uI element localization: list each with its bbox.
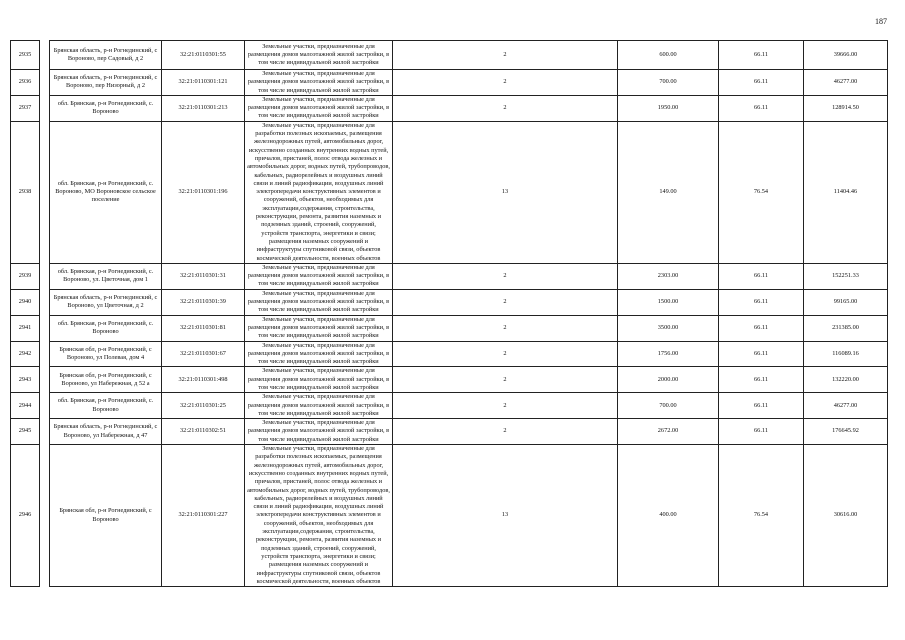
row-number-cell: 2937 bbox=[11, 95, 40, 121]
column-gap bbox=[40, 367, 50, 393]
row-number-cell: 2939 bbox=[11, 263, 40, 289]
group-cell: 2 bbox=[393, 315, 618, 341]
cadastral-number-cell: 32:21:0110301:31 bbox=[162, 263, 245, 289]
area-cell: 1756.00 bbox=[618, 341, 719, 367]
row-number-cell: 2943 bbox=[11, 367, 40, 393]
row-number-cell: 2945 bbox=[11, 419, 40, 445]
cadastral-number-cell: 32:21:0110301:81 bbox=[162, 315, 245, 341]
row-number-cell: 2935 bbox=[11, 41, 40, 70]
address-cell: обл. Брянская, р-н Рогнединский, с. Вороново bbox=[50, 315, 162, 341]
land-use-description-cell: Земельные участки, предназначенные для размещения домов малоэтажной жилой застройки, в том числе индивидуальной жилой застройки bbox=[245, 367, 393, 393]
specific-value-cell: 66.11 bbox=[719, 315, 804, 341]
address-cell: Брянская обл, р-н Рогнединский, с Вороново bbox=[50, 445, 162, 587]
area-cell: 2000.00 bbox=[618, 367, 719, 393]
address-cell: обл. Брянская, р-н Рогнединский, с. Вороново, МО Вороновское сельское поселение bbox=[50, 121, 162, 263]
cadastral-value-cell: 128914.50 bbox=[804, 95, 888, 121]
specific-value-cell: 66.11 bbox=[719, 95, 804, 121]
specific-value-cell: 66.11 bbox=[719, 41, 804, 70]
group-cell: 2 bbox=[393, 263, 618, 289]
column-gap bbox=[40, 445, 50, 587]
area-cell: 149.00 bbox=[618, 121, 719, 263]
column-gap bbox=[40, 393, 50, 419]
area-cell: 3500.00 bbox=[618, 315, 719, 341]
row-number-cell: 2936 bbox=[11, 70, 40, 96]
cadastral-value-cell: 11404.46 bbox=[804, 121, 888, 263]
area-cell: 1950.00 bbox=[618, 95, 719, 121]
column-gap bbox=[40, 315, 50, 341]
cadastral-number-cell: 32:21:0110301:213 bbox=[162, 95, 245, 121]
cadastral-value-cell: 152251.33 bbox=[804, 263, 888, 289]
page-number: 187 bbox=[875, 17, 887, 26]
group-cell: 2 bbox=[393, 419, 618, 445]
land-use-description-cell: Земельные участки, предназначенные для размещения домов малоэтажной жилой застройки, в том числе индивидуальной жилой застройки bbox=[245, 95, 393, 121]
cadastral-number-cell: 32:21:0110301:67 bbox=[162, 341, 245, 367]
cadastral-number-cell: 32:21:0110301:196 bbox=[162, 121, 245, 263]
specific-value-cell: 66.11 bbox=[719, 263, 804, 289]
cadastral-value-cell: 132220.00 bbox=[804, 367, 888, 393]
land-use-description-cell: Земельные участки, предназначенные для размещения домов малоэтажной жилой застройки, в том числе индивидуальной жилой застройки bbox=[245, 41, 393, 70]
table-row bbox=[11, 41, 888, 70]
address-cell: обл. Брянская, р-н Рогнединский, с. Вороново bbox=[50, 95, 162, 121]
specific-value-cell: 66.11 bbox=[719, 70, 804, 96]
area-cell: 700.00 bbox=[618, 393, 719, 419]
table-row bbox=[11, 367, 888, 393]
land-use-description-cell: Земельные участки, предназначенные для размещения домов малоэтажной жилой застройки, в том числе индивидуальной жилой застройки bbox=[245, 341, 393, 367]
area-cell: 2672.00 bbox=[618, 419, 719, 445]
address-cell: Брянская область, р-н Рогнединский, с Вороново, ул Цветочная, д 2 bbox=[50, 289, 162, 315]
cadastral-number-cell: 32:21:0110301:25 bbox=[162, 393, 245, 419]
address-cell: Брянская область, р-н Рогнединский, с Вороново, ул Набережная, д 47 bbox=[50, 419, 162, 445]
table-row bbox=[11, 445, 888, 587]
column-gap bbox=[40, 70, 50, 96]
group-cell: 2 bbox=[393, 289, 618, 315]
cadastral-number-cell: 32:21:0110301:227 bbox=[162, 445, 245, 587]
specific-value-cell: 76.54 bbox=[719, 445, 804, 587]
cadastral-number-cell: 32:21:0110301:55 bbox=[162, 41, 245, 70]
group-cell: 2 bbox=[393, 393, 618, 419]
cadastral-value-cell: 46277.00 bbox=[804, 70, 888, 96]
table-row bbox=[11, 419, 888, 445]
column-gap bbox=[40, 341, 50, 367]
land-use-description-cell: Земельные участки, предназначенные для размещения домов малоэтажной жилой застройки, в том числе индивидуальной жилой застройки bbox=[245, 263, 393, 289]
group-cell: 2 bbox=[393, 95, 618, 121]
area-cell: 2303.00 bbox=[618, 263, 719, 289]
group-cell: 2 bbox=[393, 367, 618, 393]
cadastral-value-cell: 116089.16 bbox=[804, 341, 888, 367]
column-gap bbox=[40, 289, 50, 315]
table-row bbox=[11, 315, 888, 341]
column-gap bbox=[40, 263, 50, 289]
column-gap bbox=[40, 419, 50, 445]
row-number-cell: 2938 bbox=[11, 121, 40, 263]
cadastral-value-cell: 46277.00 bbox=[804, 393, 888, 419]
cadastral-number-cell: 32:21:0110301:121 bbox=[162, 70, 245, 96]
cadastral-value-cell: 176645.92 bbox=[804, 419, 888, 445]
group-cell: 13 bbox=[393, 445, 618, 587]
cadastral-value-cell: 30616.00 bbox=[804, 445, 888, 587]
table-row bbox=[11, 95, 888, 121]
area-cell: 600.00 bbox=[618, 41, 719, 70]
table-row bbox=[11, 393, 888, 419]
address-cell: Брянская область, р-н Рогнединский, с Вороново, пер Низорный, д 2 bbox=[50, 70, 162, 96]
cadastral-value-table bbox=[10, 40, 888, 587]
specific-value-cell: 66.11 bbox=[719, 393, 804, 419]
address-cell: обл. Брянская, р-н Рогнединский, с. Вороново bbox=[50, 393, 162, 419]
land-use-description-cell: Земельные участки, предназначенные для разработки полезных ископаемых, размещения железнодорожных путей, автомобильных дорог, искусственно созданных внутренних водных путей, причалов, пристаней, полос отвода железных и автомобильных дорог, водных путей, трубопроводов, кабельных, радиорелейных и воздушных линий связи и линий радиофикации, воздушных линий электропередачи конструктивных элементов и сооружений, объектов, необходимых для эксплуатации,содержания, строительства, реконструкции, ремонта, развития наземных и подземных зданий, строений, сооружений, устройств транспорта, энергетики и связи; размещения наземных сооружений и инфраструктуры спутниковой связи, объектов космической деятельности, военных объектов bbox=[245, 445, 393, 587]
row-number-cell: 2946 bbox=[11, 445, 40, 587]
group-cell: 2 bbox=[393, 41, 618, 70]
cadastral-number-cell: 32:21:0110302:51 bbox=[162, 419, 245, 445]
specific-value-cell: 76.54 bbox=[719, 121, 804, 263]
table-row bbox=[11, 289, 888, 315]
row-number-cell: 2940 bbox=[11, 289, 40, 315]
land-use-description-cell: Земельные участки, предназначенные для размещения домов малоэтажной жилой застройки, в том числе индивидуальной жилой застройки bbox=[245, 393, 393, 419]
cadastral-number-cell: 32:21:0110301:39 bbox=[162, 289, 245, 315]
group-cell: 2 bbox=[393, 341, 618, 367]
row-number-cell: 2942 bbox=[11, 341, 40, 367]
land-use-description-cell: Земельные участки, предназначенные для разработки полезных ископаемых, размещения железнодорожных путей, автомобильных дорог, искусственно созданных внутренних водных путей, причалов, пристаней, полос отвода железных и автомобильных дорог, водных путей, трубопроводов, кабельных, радиорелейных и воздушных линий связи и линий радиофикации, воздушных линий электропередачи конструктивных элементов и сооружений, объектов, необходимых для эксплуатации,содержания, строительства, реконструкции, ремонта, развития наземных и подземных зданий, строений, сооружений, устройств транспорта, энергетики и связи; размещения наземных сооружений и инфраструктуры спутниковой связи, объектов космической деятельности, военных объектов bbox=[245, 121, 393, 263]
table-row bbox=[11, 341, 888, 367]
land-use-description-cell: Земельные участки, предназначенные для размещения домов малоэтажной жилой застройки, в том числе индивидуальной жилой застройки bbox=[245, 70, 393, 96]
column-gap bbox=[40, 121, 50, 263]
group-cell: 2 bbox=[393, 70, 618, 96]
area-cell: 1500.00 bbox=[618, 289, 719, 315]
specific-value-cell: 66.11 bbox=[719, 289, 804, 315]
specific-value-cell: 66.11 bbox=[719, 341, 804, 367]
cadastral-value-cell: 99165.00 bbox=[804, 289, 888, 315]
specific-value-cell: 66.11 bbox=[719, 367, 804, 393]
table-body bbox=[11, 41, 888, 587]
column-gap bbox=[40, 41, 50, 70]
table-row bbox=[11, 121, 888, 263]
land-use-description-cell: Земельные участки, предназначенные для размещения домов малоэтажной жилой застройки, в том числе индивидуальной жилой застройки bbox=[245, 419, 393, 445]
specific-value-cell: 66.11 bbox=[719, 419, 804, 445]
cadastral-number-cell: 32:21:0110301:498 bbox=[162, 367, 245, 393]
land-use-description-cell: Земельные участки, предназначенные для размещения домов малоэтажной жилой застройки, в том числе индивидуальной жилой застройки bbox=[245, 289, 393, 315]
address-cell: Брянская область, р-н Рогнединский, с Вороново, пер Садовый, д 2 bbox=[50, 41, 162, 70]
land-use-description-cell: Земельные участки, предназначенные для размещения домов малоэтажной жилой застройки, в том числе индивидуальной жилой застройки bbox=[245, 315, 393, 341]
address-cell: Брянская обл, р-н Рогнединский, с Вороново, ул Набережная, д 52 а bbox=[50, 367, 162, 393]
row-number-cell: 2944 bbox=[11, 393, 40, 419]
column-gap bbox=[40, 95, 50, 121]
row-number-cell: 2941 bbox=[11, 315, 40, 341]
table-row bbox=[11, 263, 888, 289]
area-cell: 400.00 bbox=[618, 445, 719, 587]
area-cell: 700.00 bbox=[618, 70, 719, 96]
table-row bbox=[11, 70, 888, 96]
address-cell: обл. Брянская, р-н Рогнединский, с. Вороново, ул. Цветочная, дом 1 bbox=[50, 263, 162, 289]
cadastral-value-cell: 231385.00 bbox=[804, 315, 888, 341]
address-cell: Брянская обл, р-н Рогнединский, с Вороново, ул Полевая, дом 4 bbox=[50, 341, 162, 367]
group-cell: 13 bbox=[393, 121, 618, 263]
cadastral-value-cell: 39666.00 bbox=[804, 41, 888, 70]
